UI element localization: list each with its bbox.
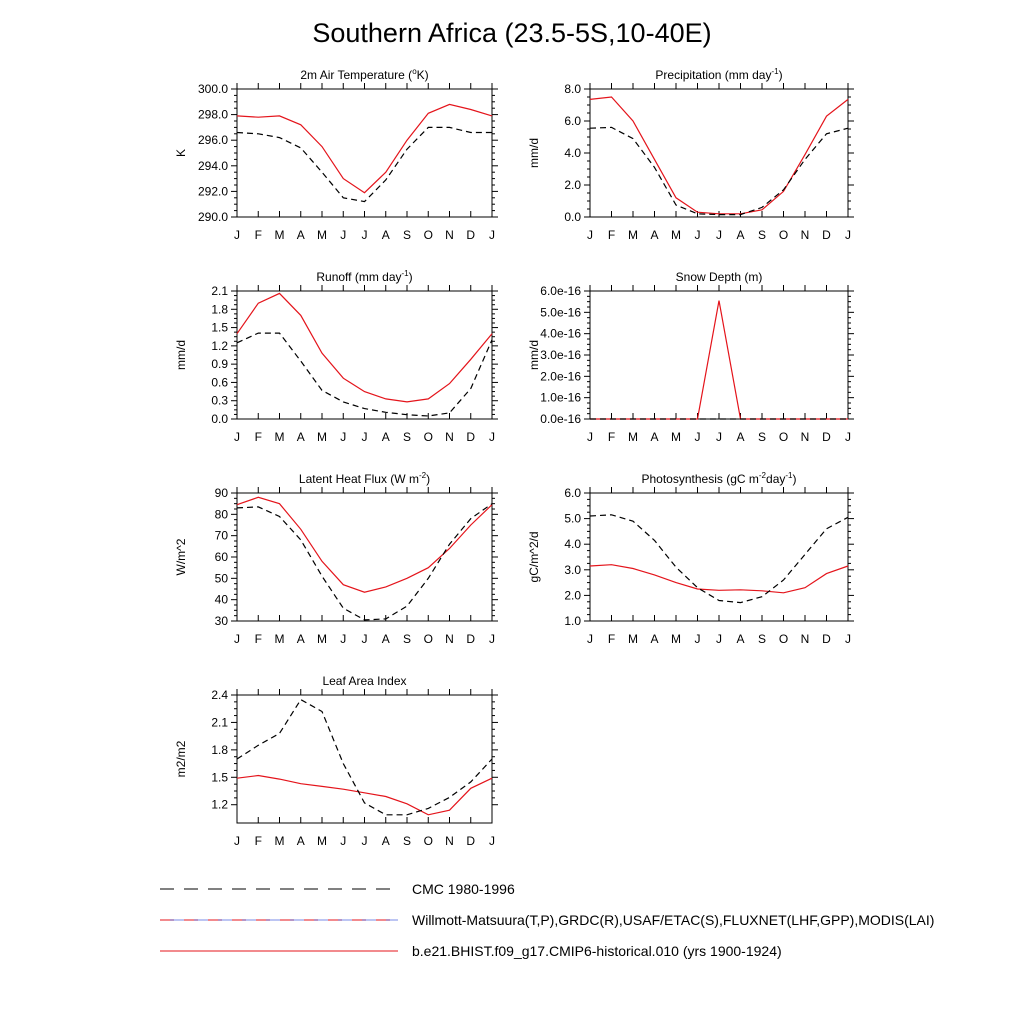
x-tick-label: A (296, 834, 305, 848)
x-tick-label: A (296, 632, 305, 646)
y-tick-label: 298.0 (197, 107, 228, 122)
plot-frame (237, 291, 492, 419)
x-tick-label: F (254, 834, 262, 848)
x-tick-label: A (736, 228, 745, 242)
chart-panel-0 (174, 67, 498, 242)
series-line-model (237, 104, 492, 192)
x-tick-label: O (423, 430, 433, 444)
y-tick-label: 6.0 (564, 114, 581, 128)
x-tick-label: N (800, 632, 810, 646)
legend-item-observations (160, 910, 1000, 930)
series-line-cmc (237, 504, 492, 620)
legend-item-cmc (160, 879, 1000, 899)
series-line-model (590, 301, 848, 419)
y-axis-label: gC/m^2/d (527, 531, 541, 583)
x-tick-label: J (489, 632, 495, 646)
x-tick-label: M (274, 228, 285, 242)
chart-panel-3 (527, 270, 854, 444)
y-tick-label: 0.6 (211, 375, 228, 390)
chart-panel-6 (174, 674, 498, 848)
series-line-model (237, 497, 492, 592)
y-tick-label: 60 (214, 550, 228, 564)
x-tick-label: M (671, 430, 681, 444)
panel-title: Snow Depth (m) (675, 270, 763, 284)
x-tick-label: A (736, 430, 745, 444)
x-tick-label: M (317, 228, 327, 242)
x-tick-label: M (317, 834, 327, 848)
y-tick-label: 292.0 (197, 184, 228, 199)
x-tick-label: N (445, 228, 454, 242)
series-line-cmc (237, 700, 492, 815)
x-tick-label: J (340, 228, 347, 242)
chart-panel-2 (174, 269, 498, 444)
legend-line-dashed-black (160, 879, 400, 899)
x-tick-label: M (628, 430, 638, 444)
x-tick-label: J (361, 834, 368, 848)
chart-panel-4 (174, 471, 498, 646)
y-tick-label: 290.0 (197, 210, 228, 224)
x-tick-label: M (317, 632, 327, 646)
x-tick-label: M (628, 228, 638, 242)
x-tick-label: A (296, 430, 305, 444)
x-tick-label: A (296, 228, 305, 242)
x-tick-label: J (234, 834, 240, 848)
y-tick-label: 50 (214, 571, 228, 586)
series-line-cmc (237, 127, 492, 201)
y-axis-label: K (174, 148, 188, 158)
plot-frame (590, 493, 848, 621)
plot-frame (237, 89, 492, 217)
x-tick-label: S (402, 228, 412, 242)
y-tick-label: 300.0 (197, 82, 228, 96)
x-tick-label: J (361, 228, 368, 242)
x-tick-label: D (466, 834, 476, 848)
legend-item-model (160, 941, 1000, 961)
x-tick-label: J (845, 430, 851, 444)
y-axis-label: W/m^2 (174, 538, 188, 576)
x-tick-label: J (361, 430, 368, 444)
x-tick-label: A (650, 228, 659, 242)
x-tick-label: D (466, 430, 476, 444)
panel-title: Latent Heat Flux (W $m^{-2}$) (298, 471, 431, 486)
x-tick-label: A (650, 430, 659, 444)
y-tick-label: 4.0 (564, 537, 581, 552)
x-tick-label: S (757, 228, 767, 242)
y-tick-label: 0.9 (211, 357, 228, 372)
y-tick-label: 2.0e-16 (540, 369, 581, 384)
x-tick-label: J (694, 632, 701, 646)
x-tick-label: J (489, 228, 495, 242)
panel-title: 2m Air Temperature ($^o$K) (300, 67, 429, 82)
y-tick-label: 6.0e-16 (540, 284, 581, 298)
y-tick-label: 4.0 (564, 146, 581, 160)
series-line-model (237, 776, 492, 815)
x-tick-label: J (340, 834, 347, 848)
y-axis-label: m2/m2 (174, 740, 188, 778)
y-axis-label: mm/d (527, 138, 541, 168)
x-tick-label: F (607, 430, 616, 444)
x-tick-label: D (466, 632, 476, 646)
x-tick-label: M (317, 430, 327, 444)
series-line-cmc (237, 333, 492, 416)
legend-line-dashed-colored (160, 910, 400, 930)
x-tick-label: N (445, 430, 454, 444)
x-tick-label: D (822, 228, 831, 242)
x-tick-label: S (757, 430, 767, 444)
y-tick-label: 0.0 (211, 412, 228, 426)
x-tick-label: A (736, 632, 745, 646)
x-tick-label: A (381, 834, 390, 848)
x-tick-label: J (361, 632, 368, 646)
x-tick-label: O (778, 430, 789, 444)
y-tick-label: 2.1 (211, 284, 228, 298)
y-tick-label: 2.1 (211, 715, 228, 730)
y-tick-label: 1.2 (211, 797, 228, 812)
x-tick-label: N (445, 632, 454, 646)
y-tick-label: 1.2 (211, 338, 228, 353)
y-tick-label: 6.0 (564, 486, 581, 500)
x-tick-label: J (340, 632, 347, 646)
y-tick-label: 1.0 (564, 614, 581, 628)
x-tick-label: F (607, 632, 616, 646)
x-tick-label: M (628, 632, 638, 646)
x-tick-label: O (423, 834, 433, 848)
x-tick-label: O (778, 228, 789, 242)
figure-title: Southern Africa (23.5-5S,10-40E) (312, 18, 712, 48)
y-tick-label: 1.8 (211, 742, 228, 757)
y-tick-label: 4.0e-16 (540, 326, 581, 341)
plot-frame (590, 89, 848, 217)
legend-label-observations: Willmott-Matsuura(T,P),GRDC(R),USAF/ETAC(S),FLUXNET(LHF,GPP),MODIS(LAI) (412, 912, 935, 928)
y-tick-label: 5.0e-16 (540, 305, 581, 320)
x-tick-label: J (845, 228, 851, 242)
y-tick-label: 1.0e-16 (540, 390, 581, 405)
y-tick-label: 0.0 (564, 210, 581, 224)
y-axis-label: mm/d (174, 340, 188, 370)
y-tick-label: 2.4 (211, 688, 228, 702)
x-tick-label: S (402, 632, 412, 646)
y-tick-label: 90 (214, 486, 228, 500)
x-tick-label: J (587, 632, 593, 646)
y-tick-label: 1.5 (211, 320, 228, 335)
panel-title: Precipitation (mm day$^{-1}$) (655, 67, 783, 82)
x-tick-label: S (402, 834, 412, 848)
x-tick-label: J (587, 228, 593, 242)
x-tick-label: O (423, 632, 433, 646)
x-tick-label: J (234, 632, 240, 646)
x-tick-label: J (694, 430, 701, 444)
panel-title: Photosynthesis (gC $m^{-2}day^{-1}$) (641, 471, 797, 486)
series-line-model (237, 293, 492, 402)
y-tick-label: 0.3 (211, 393, 228, 408)
x-tick-label: O (778, 632, 789, 646)
series-line-model (590, 565, 848, 593)
x-tick-label: M (274, 632, 285, 646)
y-tick-label: 0.0e-16 (540, 412, 581, 426)
x-tick-label: F (254, 228, 262, 242)
x-tick-label: J (489, 834, 495, 848)
series-line-cmc (590, 515, 848, 603)
x-tick-label: J (234, 430, 240, 444)
legend-label-model: b.e21.BHIST.f09_g17.CMIP6-historical.010 (yrs 1900-1924) (412, 943, 782, 959)
y-tick-label: 3.0 (564, 562, 581, 577)
x-tick-label: A (381, 632, 390, 646)
y-tick-label: 40 (214, 592, 228, 607)
plot-frame (590, 291, 848, 419)
x-tick-label: J (234, 228, 240, 242)
y-tick-label: 5.0 (564, 511, 581, 526)
x-tick-label: J (489, 430, 495, 444)
y-tick-label: 70 (214, 528, 228, 543)
x-tick-label: N (800, 430, 810, 444)
x-tick-label: D (466, 228, 476, 242)
chart-panel-1 (527, 67, 854, 242)
x-tick-label: J (716, 430, 722, 444)
x-tick-label: J (694, 228, 701, 242)
x-tick-label: N (800, 228, 810, 242)
x-tick-label: J (340, 430, 347, 444)
x-tick-label: F (254, 632, 262, 646)
x-tick-label: J (587, 430, 593, 444)
x-tick-label: S (402, 430, 412, 444)
x-tick-label: N (445, 834, 454, 848)
panel-title: Runoff (mm day$^{-1}$) (316, 269, 413, 284)
y-tick-label: 30 (214, 614, 228, 628)
plot-frame (237, 695, 492, 823)
y-tick-label: 3.0e-16 (540, 348, 581, 362)
x-tick-label: D (822, 632, 831, 646)
y-tick-label: 294.0 (197, 158, 228, 173)
series-line-model (590, 97, 848, 214)
y-tick-label: 296.0 (197, 133, 228, 148)
x-tick-label: A (381, 430, 390, 444)
chart-panel-5 (527, 471, 854, 646)
x-tick-label: A (650, 632, 659, 646)
x-tick-label: F (607, 228, 616, 242)
series-line-cmc (590, 127, 848, 214)
x-tick-label: D (822, 430, 831, 444)
plot-frame (237, 493, 492, 621)
x-tick-label: J (716, 228, 722, 242)
x-tick-label: O (423, 228, 433, 242)
y-tick-label: 1.8 (211, 302, 228, 317)
y-tick-label: 1.5 (211, 770, 228, 785)
x-tick-label: F (254, 430, 262, 444)
x-tick-label: M (671, 632, 681, 646)
x-tick-label: A (381, 228, 390, 242)
legend-label-cmc: CMC 1980-1996 (412, 881, 515, 897)
x-tick-label: M (671, 228, 681, 242)
x-tick-label: M (274, 834, 285, 848)
x-tick-label: J (845, 632, 851, 646)
panel-title: Leaf Area Index (322, 674, 407, 688)
y-tick-label: 80 (214, 507, 228, 522)
legend-line-solid-red (160, 941, 400, 961)
y-tick-label: 2.0 (564, 588, 581, 603)
x-tick-label: J (716, 632, 722, 646)
x-tick-label: M (274, 430, 285, 444)
y-tick-label: 2.0 (564, 178, 581, 192)
x-tick-label: S (757, 632, 767, 646)
y-axis-label: mm/d (527, 340, 541, 370)
y-tick-label: 8.0 (564, 82, 581, 96)
